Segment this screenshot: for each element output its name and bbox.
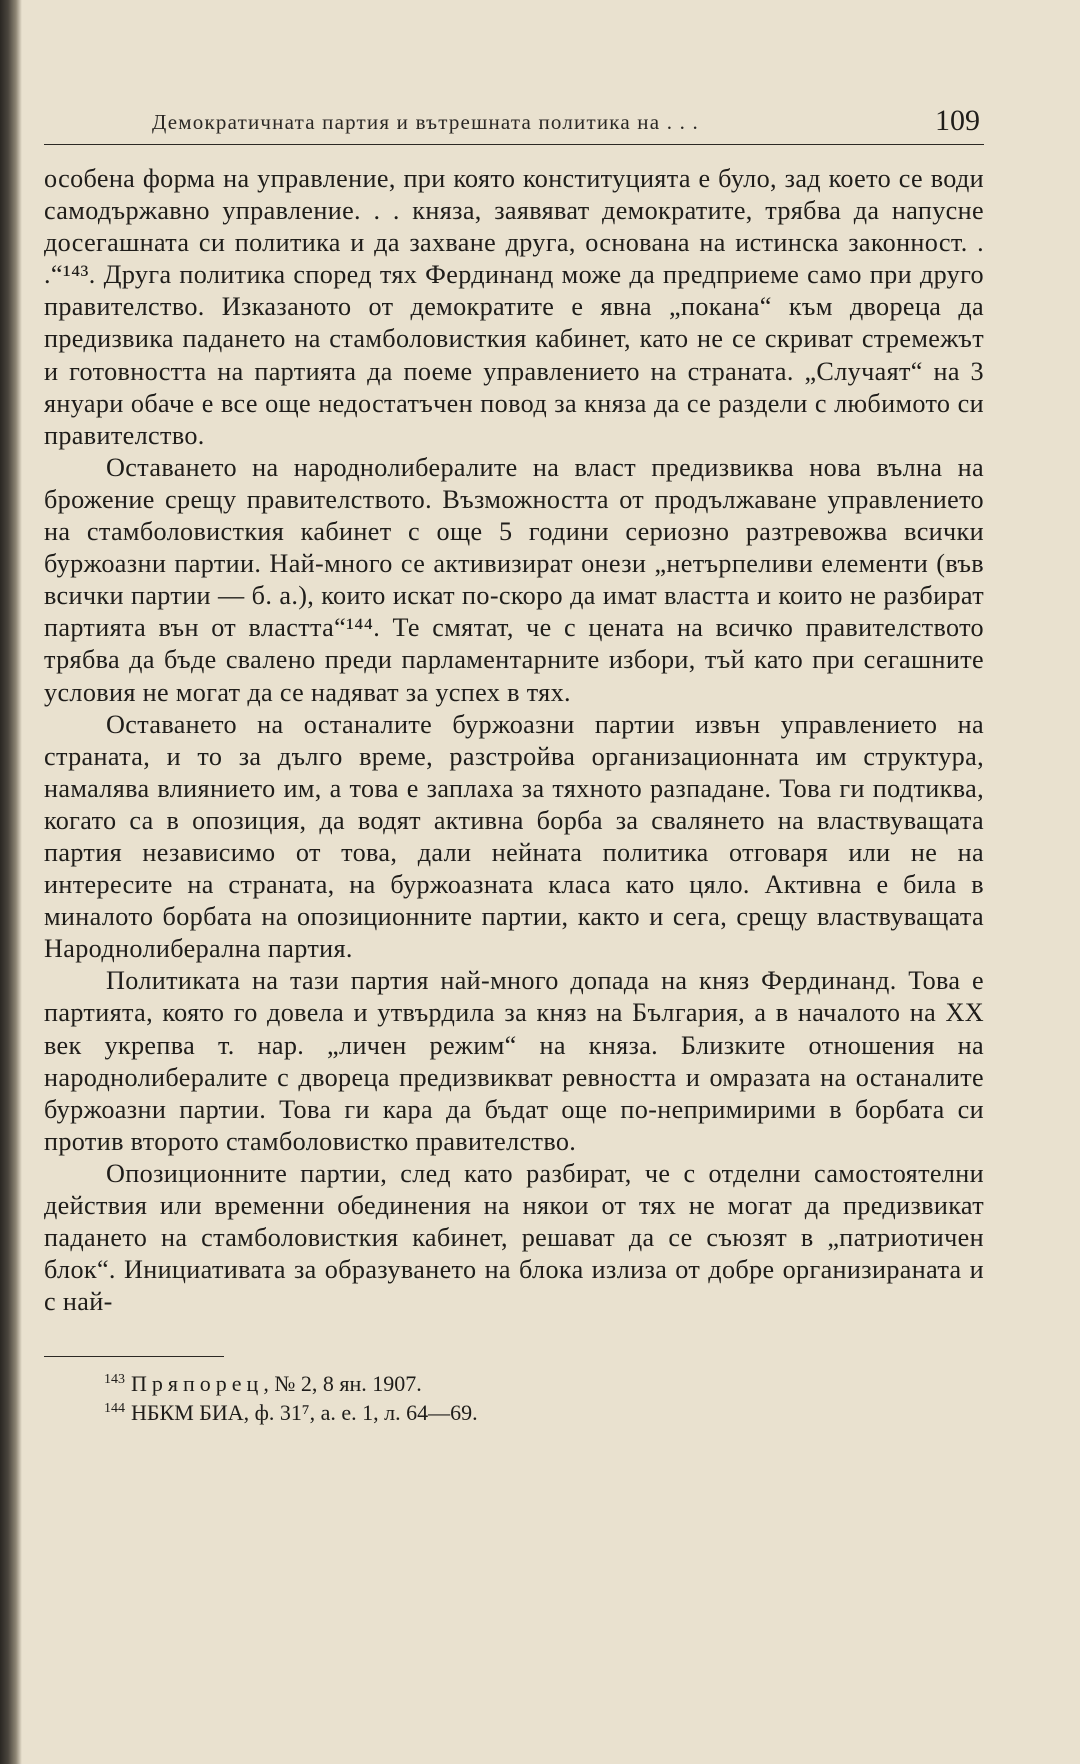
footnote-source: Пряпорец — [131, 1371, 264, 1397]
book-spine-shadow — [0, 0, 22, 1764]
footnote-mark: 143 — [104, 1372, 125, 1388]
footnote-divider — [44, 1356, 224, 1357]
footnotes — [44, 1369, 984, 1427]
page-number: 109 — [935, 104, 980, 137]
paragraph-5: Опозиционните партии, след като разбират, че с отделни самостоятелни действия или временни обединения на някои от тях не могат да предизвикат падането на стамболовисткия кабинет, решават да се съюзят в „патриотичен блок“. Инициативата за образуването на блока излиза от добре организираната и с най- — [44, 1158, 984, 1317]
footnote-mark: 144 — [104, 1401, 125, 1417]
paragraph-1: особена форма на управление, при която конституцията е було, зад което се води самодържавно управление. . . княза, заявяват демократите, трябва да напусне досегашната си политика и да захване друга, основана на истинска законност. . .“¹⁴³. Друга политика според тях Фердинанд може да предприеме само при друго правителство. Изказаното от демократите е явна „покана“ към двореца да предизвика падането на стамболовисткия кабинет, като не се скриват стремежът и готовността на партията да поеме управлението на страната. „Случаят“ на 3 януари обаче е все още недостатъчен повод за княза да се раздели с любимото си правителство. — [44, 164, 984, 450]
footnote-144 — [104, 1398, 984, 1427]
paragraph-2: Оставането на народнолибералите на власт предизвиква нова вълна на брожение срещу правителството. Възможността от продължаване управлението на стамболовисткия кабинет с още 5 години сериозно разтревожва всички буржоазни партии. Най-много се активизират онези „нетърпеливи елементи (във всички партии — б. а.), които искат по-скоро да имат властта и които не разбират партията вън от властта“¹⁴⁴. Те смятат, че с цената на всичко правителството трябва да бъде свалено преди парламентарните избори, тъй като при сегашните условия не могат да се надяват за успех в тях. — [44, 452, 984, 707]
running-head-title: Демократичната партия и вътрешната политика на . . . — [152, 110, 699, 134]
paragraph-4: Политиката на тази партия най-много допада на княз Фердинанд. Това е партията, която го довела и утвърдила за княз на България, а в началото на XX век укрепва т. нар. „личен режим“ на княза. Близките отношения на народнолибералите с двореца предизвикват ревността и омразата на останалите буржоазни партии. Това ги кара да бъдат още по-непримирими в борбата си против второто стамболовистко правителство. — [44, 966, 984, 1156]
book-page — [44, 96, 984, 1736]
paragraph-3: Оставането на останалите буржоазни партии извън управлението на страната, и то за дълго време, разстройва организационната им структура, намалява влиянието им, а това е заплаха за тяхното разпадане. Това ги подтиква, когато са в опозиция, да водят активна борба за свалянето на властвуващата партия независимо от това, дали нейната политика отговаря или не на интересите на страната, на буржоазната класа като цяло. Активна е била в миналото борбата на опозиционните партии, както и сега, срещу властвуващата Народнолиберална партия. — [44, 709, 984, 964]
footnote-source: НБКМ БИА — [131, 1400, 244, 1426]
running-head — [44, 96, 984, 145]
footnote-text: , ф. 31⁷, а. е. 1, л. 64—69. — [243, 1400, 478, 1426]
footnote-text: , № 2, 8 ян. 1907. — [263, 1371, 422, 1397]
footnote-143 — [104, 1369, 984, 1398]
body-text — [44, 163, 984, 1318]
